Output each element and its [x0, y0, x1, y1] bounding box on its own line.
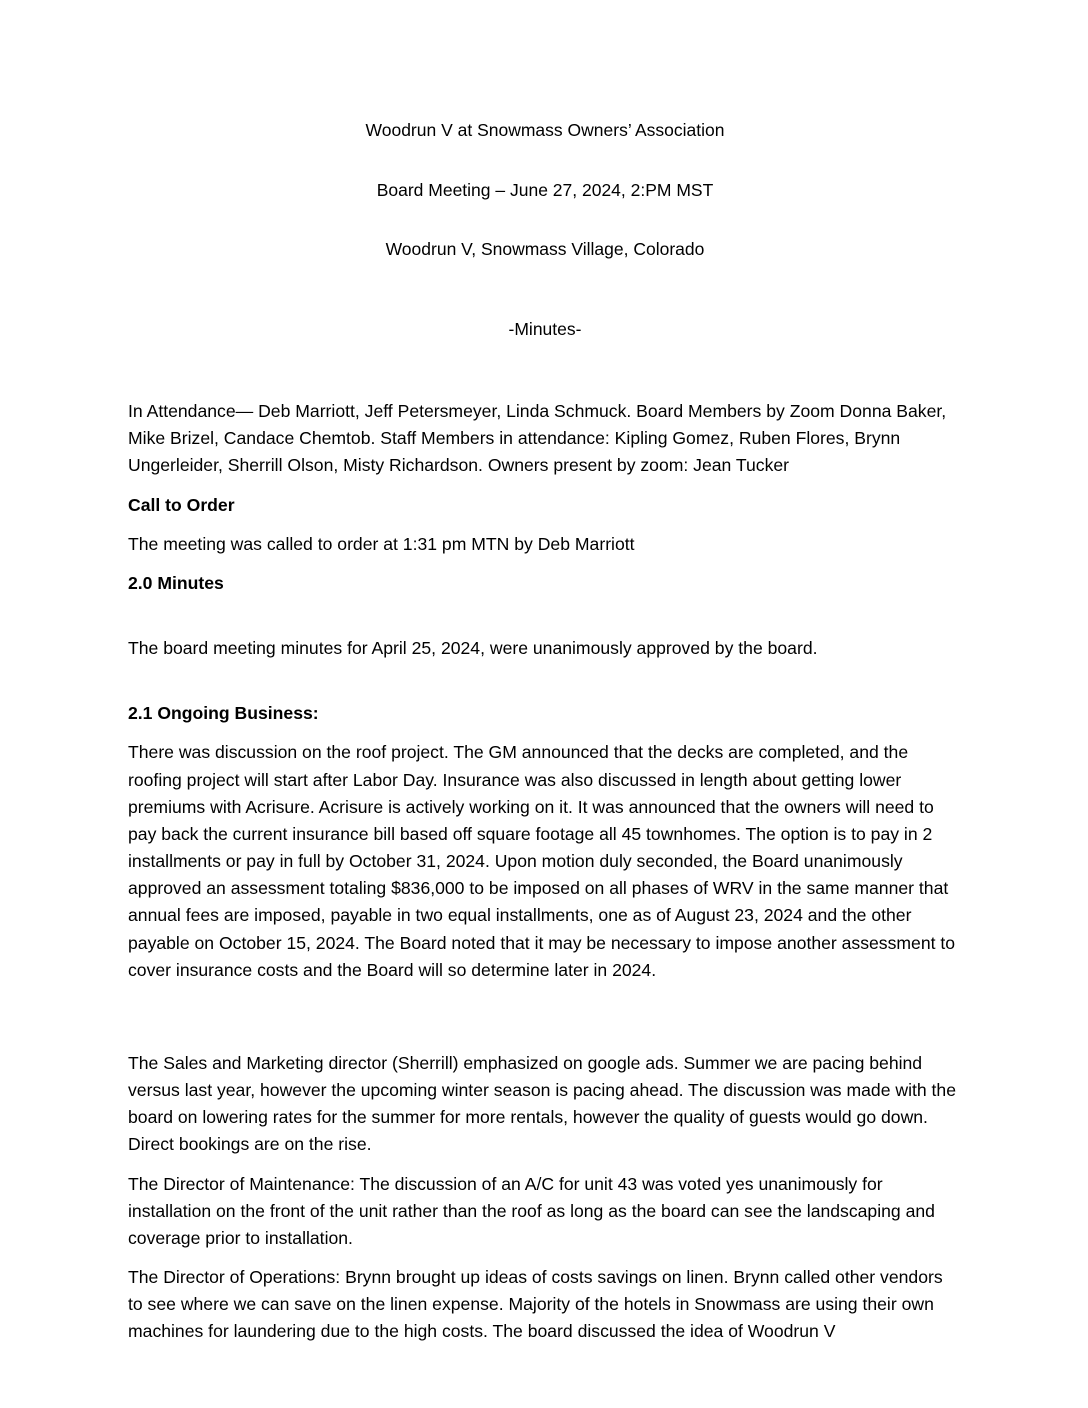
blank-paragraph-1 — [128, 609, 962, 635]
blank-paragraph-3 — [128, 996, 962, 1050]
document-content — [128, 0, 962, 1358]
maintenance-paragraph: The Director of Maintenance: The discussion of an A/C for unit 43 was voted yes unanimously for installation on the front of the unit rather than the roof as long as the board can see the landscaping and coverage prior to installation. — [128, 1173, 935, 1248]
sales-marketing-paragraph: The Sales and Marketing director (Sherrill) emphasized on google ads. Summer we are pacing behind versus last year, however the upcoming winter season is pacing ahead. The discussion was made with the board on lowering rates for the summer for more rentals, however the quality of guests would go down. Direct bookings are on the rise. — [128, 1052, 957, 1155]
header-gap-4 — [128, 338, 962, 398]
header-gap-1 — [128, 140, 962, 182]
ongoing-business-paragraph: There was discussion on the roof project. The GM announced that the decks are completed, and the roofing project will start after Labor Day. Insurance was also discussed in length about getting lower premiums with Acrisure. Acrisure is actively working on it. It was announced that the owners will need to pay back the current insurance bill based off square footage all 45 townhomes. The option is to pay in 2 installments or pay in full by October 31, 2024. Upon motion duly seconded, the Board unanimously approved an assessment totaling $836,000 to be imposed on all phases of WRV in the same manner that annual fees are imposed, payable in two equal installments, one as of August 23, 2024 and the other payable on October 15, 2024. The Board noted that it may be necessary to impose another assessment to cover insurance costs and the Board will so determine later in 2024. — [128, 742, 956, 980]
blank-paragraph-2 — [128, 674, 962, 700]
header-gap-2 — [128, 199, 962, 241]
minutes-paragraph: The board meeting minutes for April 25, 2024, were unanimously approved by the board. — [128, 638, 818, 659]
top-spacer — [128, 0, 962, 122]
minutes-heading: 2.0 Minutes — [128, 572, 224, 593]
document-header — [128, 122, 962, 398]
header-line-location: Woodrun V, Snowmass Village, Colorado — [385, 239, 705, 259]
ongoing-business-heading: 2.1 Ongoing Business: — [128, 703, 319, 724]
header-line-organization: Woodrun V at Snowmass Owners’ Association — [365, 120, 725, 140]
call-to-order-paragraph: The meeting was called to order at 1:31 pm MTN by Deb Marriott — [128, 533, 635, 554]
document-body — [128, 398, 962, 1346]
header-line-meeting: Board Meeting – June 27, 2024, 2:PM MST — [376, 179, 714, 200]
attendance-paragraph: In Attendance— Deb Marriott, Jeff Petersmeyer, Linda Schmuck. Board Members by Zoom Donna Baker, Mike Brizel, Candace Chemtob. Staff Members in attendance: Kipling Gomez, Ruben Flores, Brynn Ungerleider, Sherrill Olson, Misty Richardson. Owners present by zoom: Jean Tucker — [128, 401, 947, 476]
document-subtitle: -Minutes- — [508, 318, 582, 339]
header-gap-3 — [128, 259, 962, 321]
operations-paragraph: The Director of Operations: Brynn brought up ideas of costs savings on linen. Brynn called other vendors to see where we can save on the linen expense. Majority of the hotels in Snowmass are using their own machines for laundering due to the high costs. The board discussed the idea of Woodrun V — [128, 1267, 943, 1342]
call-to-order-heading: Call to Order — [128, 494, 235, 515]
